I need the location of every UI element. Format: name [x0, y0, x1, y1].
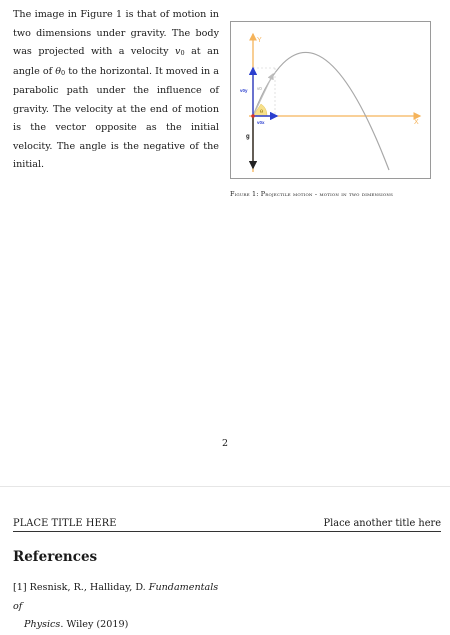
- reference-publisher: . Wiley (2019): [60, 619, 129, 630]
- v0y-label: v0y: [240, 88, 248, 93]
- references-heading: References: [13, 549, 98, 565]
- running-header-right: Place another title here: [323, 518, 441, 529]
- reference-title-cont: Physics: [24, 619, 61, 630]
- reference-item: [13, 579, 228, 635]
- v0x-label: v0x: [257, 120, 265, 125]
- subscript-zero: 0: [61, 68, 66, 77]
- symbol-v: v: [175, 46, 181, 57]
- v0-label: v0: [257, 86, 262, 91]
- trajectory-curve: [253, 52, 389, 170]
- y-axis-label: Y: [257, 37, 262, 44]
- body-text-segment: at an angle of: [13, 46, 219, 77]
- body-text-segment: to the horizontal. It moved in a parabolic path under the influence of gravity. The velocity at the end of motion is the vector opposite as the initial velocity. The angle is the negative of the initial.: [13, 65, 219, 170]
- figure-projectile: [230, 21, 431, 179]
- theta-label: θ: [260, 109, 264, 115]
- running-header-left: PLACE TITLE HERE: [13, 518, 117, 529]
- gravity-label: g: [246, 134, 250, 140]
- projectile-diagram: [231, 22, 430, 178]
- reference-authors: Resnisk, R., Halliday, D.: [29, 582, 146, 593]
- reference-title: Fundamentals of: [13, 582, 219, 612]
- reference-number: [1]: [13, 582, 27, 593]
- header-rule: [13, 531, 441, 532]
- symbol-theta: θ: [55, 65, 62, 77]
- page-number: 2: [221, 438, 229, 449]
- body-paragraph: [13, 6, 219, 175]
- x-axis-label: X: [414, 119, 419, 126]
- subscript-zero: 0: [180, 49, 185, 57]
- figure-caption: Figure 1: Projectile motion - motion in two dimensions: [230, 190, 394, 198]
- body-text-segment: The image in Figure 1 is that of motion in two dimensions under gravity. The body was projected with a velocity: [13, 9, 219, 57]
- origin-point: [251, 114, 255, 118]
- reference-continuation: [13, 616, 228, 635]
